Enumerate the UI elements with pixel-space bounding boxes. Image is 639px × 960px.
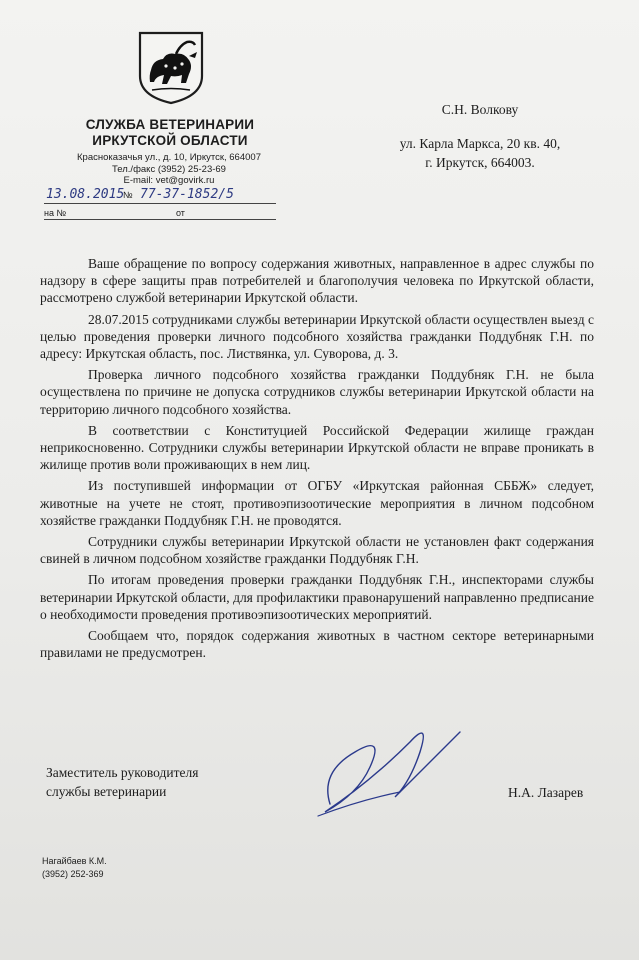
letter-body bbox=[40, 255, 594, 665]
organization-address bbox=[58, 152, 280, 187]
org-line-1: СЛУЖБА ВЕТЕРИНАРИИ bbox=[85, 117, 255, 132]
body-paragraph: Проверка личного подсобного хозяйства гражданки Поддубняк Г.Н. не была осуществлена по причине не допуска сотрудников службы ветеринарии Иркутской области на территорию личного подсобного хозяйства. bbox=[40, 367, 594, 417]
signatory-title bbox=[46, 763, 198, 801]
signatory-title-line-1: Заместитель руководителя bbox=[46, 765, 199, 780]
body-paragraph: Сотрудники службы ветеринарии Иркутской области не установлен факт содержания свиней в личном подсобном хозяйстве гражданки Поддубняк Г.Н. bbox=[40, 534, 594, 567]
organization-name bbox=[60, 117, 280, 149]
outgoing-date: 13.08.2015 bbox=[46, 187, 125, 202]
outgoing-number: 77-37-1852/5 bbox=[140, 187, 234, 202]
address-line-1: Красноказачья ул., д. 10, Иркутск, 664007 bbox=[77, 152, 261, 163]
handwritten-signature bbox=[300, 712, 490, 822]
signatory-title-line-2: службы ветеринарии bbox=[46, 784, 167, 799]
recipient-city: г. Иркутск, 664003. bbox=[425, 155, 535, 170]
recipient-block bbox=[360, 100, 600, 172]
body-paragraph: Ваше обращение по вопросу содержания животных, направленное в адрес службы по надзору в сфере защиты прав потребителей и благополучия человека по Иркутской области, рассмотрено службой ветеринарии Иркутской области. bbox=[40, 256, 594, 306]
body-paragraph: В соответствии с Конституцией Российской Федерации жилище граждан неприкосновенно. Сотрудники службы ветеринарии Иркутской области не вправе проникать в жилище против воли проживающих в нем лиц. bbox=[40, 422, 594, 473]
org-line-2: ИРКУТСКОЙ ОБЛАСТИ bbox=[92, 133, 248, 148]
irkutsk-coat-of-arms-icon bbox=[137, 30, 205, 106]
address-line-2: Тел./факс (3952) 25-23-69 bbox=[112, 163, 226, 175]
executor-name: Нагайбаев К.М. bbox=[42, 856, 107, 866]
body-paragraph: 28.07.2015 сотрудниками службы ветеринарии Иркутской области осуществлен выезд с целью проведения проверки личного подсобного хозяйства гражданки Поддубняк Г.Н. по адресу: Иркутская область, пос. Листвянка, ул. Суворова, д. 3. bbox=[40, 311, 594, 362]
recipient-name: С.Н. Волкову bbox=[441, 102, 519, 117]
registration-line bbox=[44, 203, 276, 204]
body-paragraph: По итогам проведения проверки гражданки Поддубняк Г.Н., инспекторами службы ветеринарии Иркутской области, для профилактики правонарушений направленно предписание о необходимости проведения противоэпизоотических мероприятий. bbox=[40, 572, 594, 622]
signatory-name: Н.А. Лазарев bbox=[508, 785, 584, 800]
recipient-street: ул. Карла Маркса, 20 кв. 40, bbox=[399, 136, 561, 151]
number-sign: № bbox=[123, 190, 133, 200]
executor-block bbox=[42, 855, 107, 881]
address-line-3: E-mail: vet@govirk.ru bbox=[123, 175, 215, 186]
reply-date-label: от bbox=[176, 208, 185, 218]
body-paragraph: Сообщаем что, порядок содержания животных в частном секторе ветеринарными правилами не предусмотрен. bbox=[40, 628, 594, 661]
executor-phone: (3952) 252-369 bbox=[42, 869, 104, 879]
body-paragraph: Из поступившей информации от ОГБУ «Иркутская районная СББЖ» следует, животные на учете не стоят, противоэпизоотические мероприятия в личном подсобном хозяйстве гражданки Поддубняк Г.Н. не проводятся. bbox=[40, 478, 594, 528]
reply-number-label: на № bbox=[44, 208, 67, 218]
reply-line bbox=[44, 219, 276, 220]
